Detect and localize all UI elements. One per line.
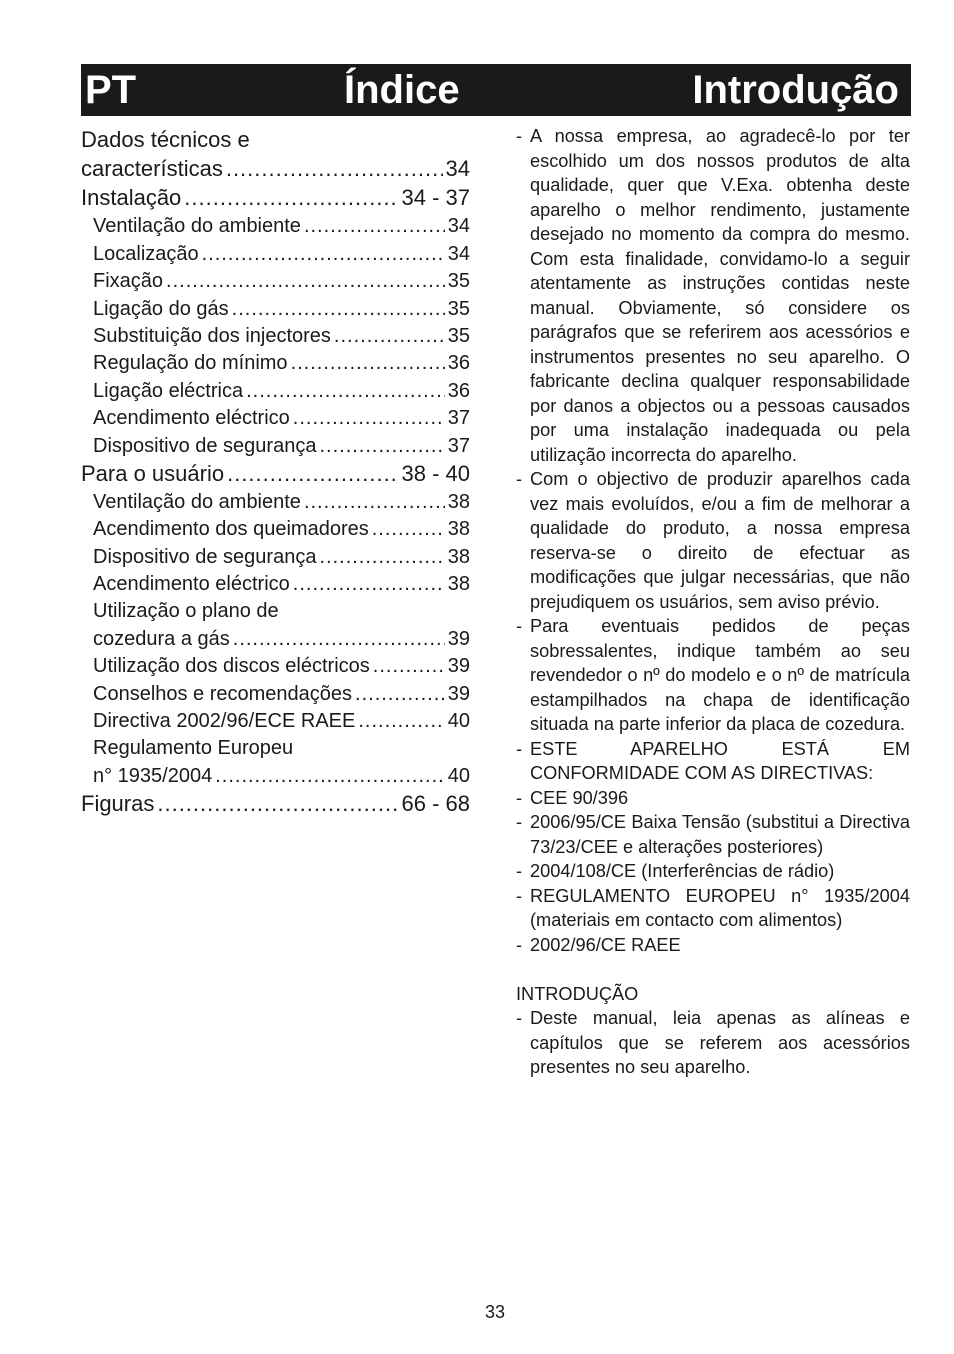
toc-entry (81, 623, 470, 650)
toc-entry-page: 38 - 40 (401, 460, 470, 486)
intro-list-item (516, 884, 910, 933)
list-dash: - (516, 738, 523, 759)
toc-entry (81, 211, 470, 238)
intro-list-item-text: CEE 90/396 (530, 787, 629, 808)
toc-entry-label: Dados técnicos e (81, 127, 250, 152)
toc-entry-label: Regulamento Europeu (93, 737, 294, 760)
toc-entry (81, 733, 470, 760)
toc-entry-label: Ventilação do ambiente (93, 215, 301, 238)
toc-entry-page: 39 (447, 627, 470, 650)
toc-entry (81, 348, 470, 375)
list-dash: - (516, 126, 523, 146)
toc-entry-label: Regulação do mínimo (93, 352, 288, 375)
toc-leader-dots (373, 655, 445, 678)
toc-entry-page: 35 (447, 324, 470, 347)
toc-entry (81, 458, 470, 487)
toc-entry (81, 788, 470, 817)
toc-leader-dots (202, 243, 445, 266)
list-dash: - (516, 616, 523, 636)
toc-leader-dots (334, 325, 445, 348)
toc-leader-dots (184, 185, 398, 211)
section-heading: INTRODUÇÃO (516, 983, 639, 1004)
toc-leader-dots (304, 491, 445, 514)
toc-entry-page: 35 (447, 270, 470, 293)
toc-leader-dots (233, 628, 445, 651)
toc-leader-dots (355, 683, 445, 706)
intro-list-item (516, 810, 910, 859)
toc-entry-page: 38 (447, 518, 470, 541)
toc-entry-page: 34 (447, 215, 470, 238)
toc-entry-label: características (81, 156, 223, 181)
toc-entry-label: Dispositivo de segurança (93, 434, 317, 457)
toc-entry (81, 678, 470, 705)
toc-entry-page: 38 (447, 545, 470, 568)
toc-entry-page: 38 (447, 573, 470, 596)
intro-list-item-text: Com o objectivo de produzir aparelhos cada vez mais evoluídos, e/ou a fim de melhorar a qualidade do produto, a nossa empresa reserva-se o direito de efectuar as modificações que julgar necessárias, que não prejudiquem os usuários, sem aviso prévio. (530, 469, 910, 612)
toc-entry-page: 34 (445, 156, 470, 181)
toc-entry (81, 596, 470, 623)
intro-list-item (516, 124, 910, 467)
toc-entry-label: Localização (93, 242, 199, 265)
toc-entry-label: Utilização o plano de (93, 600, 279, 623)
toc-entry (81, 541, 470, 568)
toc-entry-label: Fixação (93, 270, 164, 293)
toc-entry-label: Ventilação do ambiente (93, 490, 301, 513)
toc-entry-label: Utilização dos discos eléctricos (93, 655, 370, 678)
toc-entry-label: cozedura a gás (93, 627, 230, 650)
introduction-column (516, 124, 910, 1080)
intro-list-item-text: 2006/95/CE Baixa Tensão (substitui a Directiva 73/23/CEE e alterações posteriores) (530, 812, 910, 857)
toc-entry-page: 34 (447, 242, 470, 265)
toc-entry (81, 124, 470, 153)
toc-entry (81, 706, 470, 733)
list-dash: - (516, 1008, 523, 1028)
toc-entry (81, 293, 470, 320)
toc-entry (81, 651, 470, 678)
toc-entry-label: Ligação do gás (93, 297, 229, 320)
toc-leader-dots (227, 461, 398, 487)
toc-leader-dots (166, 270, 445, 293)
toc-entry-page: 40 (447, 764, 470, 787)
toc-entry (81, 182, 470, 211)
toc-entry-page: 35 (447, 297, 470, 320)
toc-entry-label: Dispositivo de segurança (93, 545, 317, 568)
toc-entry-page: 37 (447, 434, 470, 457)
toc-leader-dots (372, 518, 445, 541)
toc-entry (81, 375, 470, 402)
toc-entry-page: 34 - 37 (401, 185, 470, 210)
toc-entry-label: n° 1935/2004 (93, 764, 213, 787)
intro-list-item (516, 1006, 910, 1080)
toc-entry-page: 38 (447, 490, 470, 513)
toc-entry-label: Para o usuário (81, 460, 225, 486)
intro-list-item-text: A nossa empresa, ao agradecê-lo por ter escolhido um dos nossos produtos de alta qualidade, quer que V.Exa. obtenha deste aparelho o melhor rendimento, justamente desejado no momento da compra do mesmo. Com esta finalidade, convidamo-lo a seguir atentamente as instruções contidas neste manual. Obviamente, só considere os parágrafos que se referirem aos acessórios e instrumentos presentes no seu aparelho. O fabricante declina qualquer responsabilidade por danos a objectos ou a pessoas causados por uma instalação inadequada ou pela utilização incorrecta do aparelho. (530, 126, 910, 465)
list-dash: - (516, 934, 523, 955)
list-dash: - (516, 787, 523, 808)
intro-title: Introdução (692, 68, 899, 112)
intro-list-item-text: Deste manual, leia apenas as alíneas e capítulos que se referem aos acessórios presentes no seu aparelho. (530, 1008, 910, 1077)
toc-leader-dots (246, 380, 445, 403)
toc-leader-dots (293, 573, 445, 596)
intro-list-item-text: 2002/96/CE RAEE (530, 934, 681, 955)
intro-list-item-text: Para eventuais pedidos de peças sobressalentes, indique também ao seu revendedor o nº do modelo e o nº de matrícula estampilhados na chapa de identificação situada na parte inferior da placa de cozedura. (530, 616, 910, 734)
toc-leader-dots (291, 352, 445, 375)
toc-entry (81, 430, 470, 457)
toc-leader-dots (304, 215, 445, 238)
toc-leader-dots (319, 435, 444, 458)
list-dash: - (516, 861, 523, 881)
list-dash: - (516, 885, 523, 906)
toc-entry (81, 238, 470, 265)
toc-entry (81, 266, 470, 293)
language-code: PT (85, 68, 137, 112)
toc-entry-label: Acendimento eléctrico (93, 573, 290, 596)
toc-entry (81, 321, 470, 348)
toc-entry (81, 760, 470, 787)
list-dash: - (516, 469, 523, 489)
toc-leader-dots (157, 791, 398, 817)
toc-leader-dots (232, 298, 445, 321)
toc-leader-dots (293, 407, 445, 430)
header-bar (81, 64, 911, 116)
toc-entry-label: Conselhos e recomendações (93, 682, 353, 705)
toc-leader-dots (226, 156, 443, 182)
toc-entry-label: Ligação eléctrica (93, 379, 244, 402)
toc-entry (81, 569, 470, 596)
intro-list-item (516, 467, 910, 614)
toc-entry (81, 514, 470, 541)
toc-entry-label: Directiva 2002/96/ECE RAEE (93, 710, 356, 733)
toc-entry-label: Acendimento dos queimadores (93, 518, 369, 541)
page-number: 33 (484, 1302, 506, 1322)
toc-leader-dots (358, 710, 444, 733)
toc-entry (81, 403, 470, 430)
toc-entry (81, 487, 470, 514)
intro-list-item (516, 614, 910, 737)
intro-list-item-text: ESTE APARELHO ESTÁ EM CONFORMIDADE COM AS DIRECTIVAS: (530, 738, 910, 783)
intro-list-item-text: 2004/108/CE (Interferências de rádio) (530, 861, 835, 881)
toc-entry-page: 40 (447, 710, 470, 733)
toc-entry-page: 39 (447, 655, 470, 678)
toc-entry (81, 153, 470, 182)
toc-entry-page: 36 (447, 352, 470, 375)
toc-entry-page: 66 - 68 (401, 790, 470, 816)
intro-list-item (516, 933, 910, 958)
intro-list-item (516, 737, 910, 786)
toc-entry-page: 37 (447, 407, 470, 430)
toc-entry-label: Acendimento eléctrico (93, 407, 290, 430)
toc-leader-dots (319, 546, 444, 569)
intro-list-item-text: REGULAMENTO EUROPEU n° 1935/2004 (materiais em contacto com alimentos) (530, 885, 910, 930)
toc-entry-label: Substituição dos injectores (93, 324, 331, 347)
intro-list-item (516, 859, 910, 884)
toc-entry-page: 36 (447, 379, 470, 402)
toc-entry-label: Instalação (81, 185, 182, 210)
list-dash: - (516, 812, 523, 832)
index-title: Índice (344, 68, 460, 112)
table-of-contents (81, 124, 470, 817)
intro-list-item (516, 786, 910, 811)
toc-entry-page: 39 (447, 682, 470, 705)
toc-entry-label: Figuras (81, 790, 155, 816)
toc-leader-dots (215, 765, 445, 788)
